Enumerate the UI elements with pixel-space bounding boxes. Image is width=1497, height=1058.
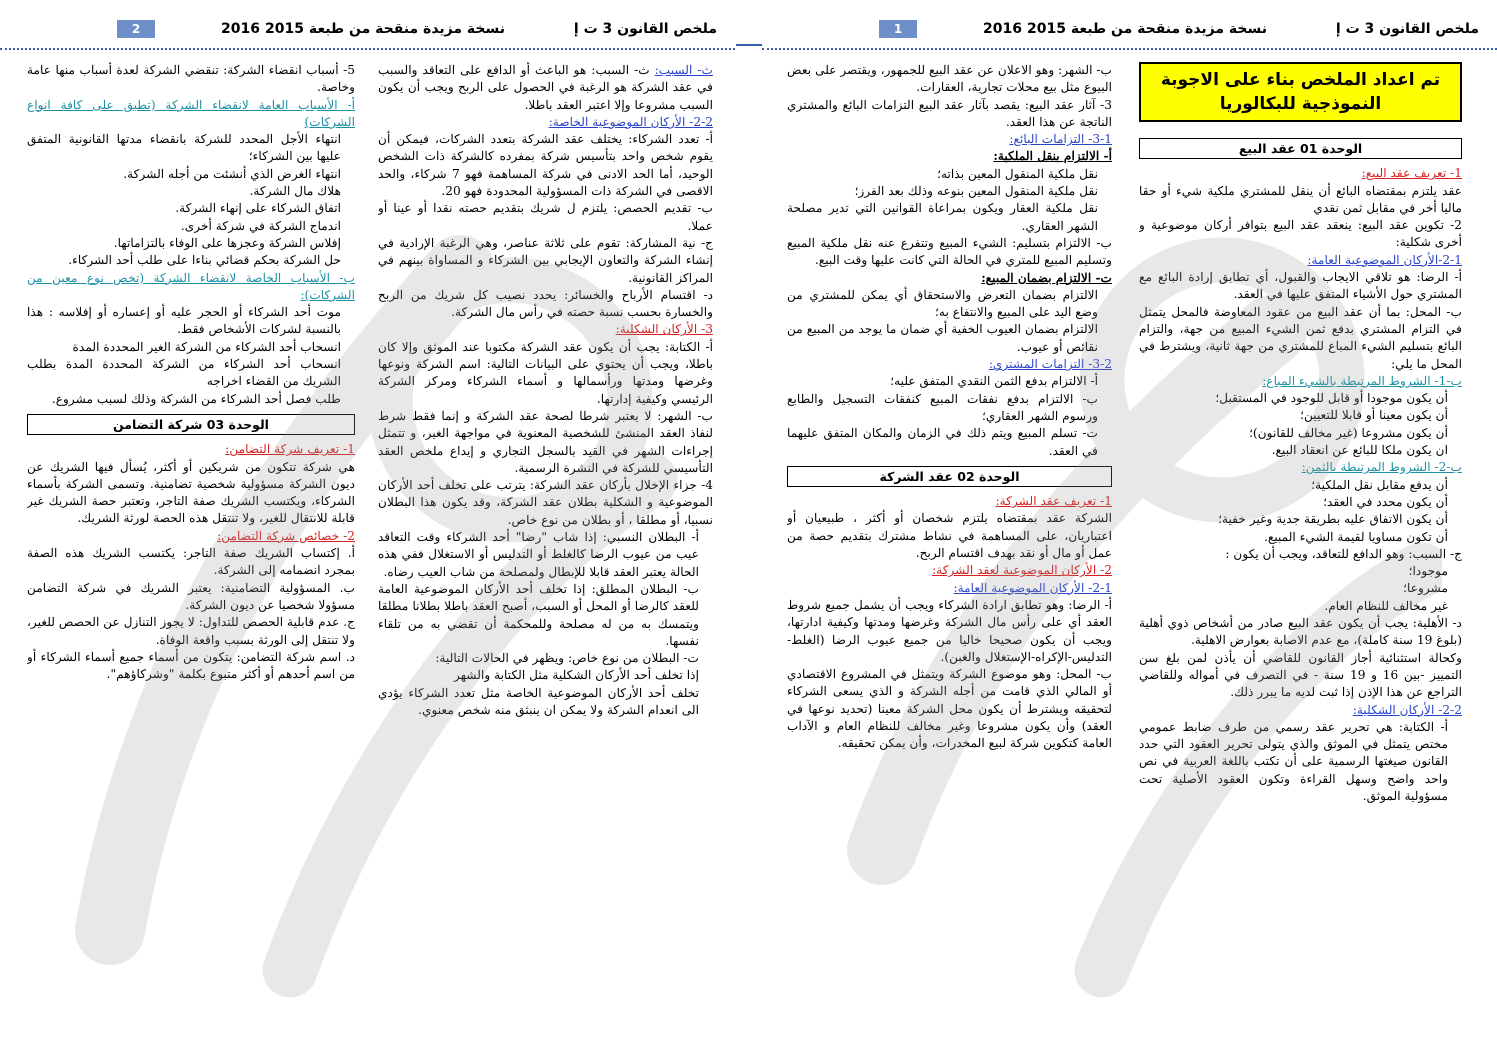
section-heading: ب- الأسباب الخاصة لانقضاء الشركة (تخص نوع معين من الشركات): [27, 270, 355, 302]
column-3 [378, 62, 713, 1052]
col3-line: ث- السبب: هو الباعث أو الدافع على التعاقد والسبب في عقد الشركة هو الرغبة في الحصول على الربح ويجب أن يكون السبب مشروعا وإلا اعتبر العقد باطلا. [378, 63, 713, 112]
text-block: ب- تقديم الحصص: يلتزم ل شريك بتقديم حصته نقدا أو عينا أو عملا. [378, 201, 713, 233]
list-item: انتهاء الغرض الذي أنشئت من أجله الشركة. [123, 166, 341, 181]
section-heading: 2- الأركان الموضوعية لعقد الشركة: [932, 563, 1112, 578]
text-block: 2- تكوين عقد البيع: ينعقد عقد البيع بتوافر أركان موضوعية و أخرى شكلية: [1139, 218, 1462, 250]
list-item: مشروعا؛ [1403, 581, 1448, 596]
unit3-box: الوحدة 03 شركة التضامن [27, 414, 355, 435]
list-item: طلب فصل أحد الشركاء من الشركة وذلك لسبب مشروع. [51, 391, 341, 406]
header-edition: نسخة مزيدة منقحة من طبعة 2015 [1026, 21, 1267, 37]
header-rule [0, 48, 735, 50]
intro-banner: تم اعداد الملخص بناء على الاجوبة النموذجية للبكالوريا [1139, 62, 1462, 122]
text-block: أ- البطلان النسبي: إذا شاب "رضا" أحد الشركاء وقت التعاقد عيب من عيوب الرضا كالغلط أو التدليس أو الاستغلال ففي هذه الحالة يعتبر العقد قابلا للإبطال ولمصلحة من شاب العيب رضاه. [378, 530, 699, 579]
header-year: 2016 [221, 21, 260, 37]
text-block: 5- أسباب انقضاء الشركة: تنقضي الشركة لعدة أسباب منها عامة وخاصة. [27, 63, 355, 95]
list-item: أن يكون موجودا أو قابل للوجود في المستقبل؛ [1215, 391, 1448, 406]
text-block: ب- الشهر: لا يعتبر شرطا لصحة عقد الشركة و إنما فقط شرط لنفاذ العقد المنشئ للشخصية المعنوية في مواجهة الغير، و تتمثل إجراءات الشهر في القيد بالسجل التجاري و إيداع ملخص العقد التأسيسي للشركة في النشرة الرسمية. [378, 408, 713, 475]
text-block: أ- الرضا: وهو تطابق ارادة الشركاء ويجب أن يشمل جميع شروط العقد أي على رأس مال الشركة وغرضها ومدتها وكيفية ادارتها، ويجب أن يكون صحيحا خاليا من جميع عيوب الرضا (الغلط-التدليس-الإكراه-الإستغلال والغبن). [787, 597, 1112, 664]
page-divider [736, 44, 762, 46]
subsection-heading: ت- الالتزام بضمان المبيع: [981, 270, 1112, 285]
text-block: أ- الكتابة: يجب أن يكون عقد الشركة مكتوبا عند الموثق وإلا كان باطلا، ويجب أن يحتوي على البيانات التالية: اسم الشركة ونوعها وغرضها ومدتها ورأسمالها و أسماء الشركاء ومركز الشركة الرئيسي وكيفية إدارتها. [378, 339, 713, 406]
list-item: أ. إكتساب الشريك صفة التاجر: يكتسب الشريك هذه الصفة بمجرد انضمامه إلى الشركة. [27, 546, 355, 578]
header-title: ملخص القانون 3 ت إ [573, 21, 717, 37]
text-block: ت- البطلان من نوع خاص: ويظهر في الحالات التالية: [435, 651, 699, 666]
section-heading: 1- تعريف عقد الشركة: [995, 494, 1112, 509]
text-block: 3- آثار عقد البيع: يقصد بآثار عقد البيع التزامات البائع والمشتري الناتجة عن هذا العقد. [787, 97, 1112, 129]
list-item: اندماج الشركة في شركة أخرى. [180, 218, 341, 233]
list-item: ان يكون ملكا للبائع عن انعقاد البيع. [1271, 443, 1448, 458]
text-block: 4- جزاء الإخلال بأركان عقد الشركة: يترتب على تخلف أحد الأركان الموضوعية و الشكلية بطلان عقد الشركة، وقد يكون هذا البطلان نسبيا، أو مطلقا ، أو بطلان من نوع خاص. [378, 478, 713, 527]
text-block: ج- نية المشاركة: تقوم على ثلاثة عناصر، وهي الرغبة الإرادية في إنشاء الشركة والتعاون الإيجابي بين الشركاء و المساواة بينهم في المراكز القانونية. [378, 235, 713, 285]
list-item: إذا تخلف أحد الأركان الشكلية مثل الكتابة والشهر [454, 668, 699, 683]
list-item: اتفاق الشركاء على إنهاء الشركة. [175, 201, 341, 216]
list-item: ب- الالتزام بدفع نفقات المبيع كنفقات التسجيل والطابع ورسوم الشهر العقاري؛ [787, 391, 1098, 423]
list-item: الالتزام بضمان العيوب الخفية أي ضمان ما يوجد من المبيع من نقائص أو عيوب. [787, 322, 1098, 354]
unit2-box: الوحدة 02 عقد الشركة [787, 466, 1112, 487]
page-number: 2 [117, 20, 155, 38]
section-heading: 3- الأركان الشكلية: [615, 322, 713, 337]
list-item: انسحاب أحد الشركاء من الشركة المحددة المدة بطلب الشريك من القضاء اخراجه [27, 357, 341, 389]
list-item: موجودا؛ [1408, 564, 1448, 579]
text-block: أ- الرضا: هو تلاقي الايجاب والقبول، أي تطابق إرادة البائع مع المشتري حول الأشياء المتفق عليها في العقد. [1139, 270, 1462, 302]
section-heading: 1- تعريف شركة التضامن: [225, 442, 355, 457]
text-block: ب- المحل: بما أن عقد البيع من عقود المعاوضة فالمحل يتمثل في التزام المشتري بدفع ثمن الشيء المبيع من جهة، والتزام البائع بتسليم الشيء المباع للمشتري من جهة ثانية، ويشترط في المحل ما يلي: [1139, 304, 1462, 371]
text-block: ث- السبب: ث- السبب: هو الباعث أو الدافع على التعاقد والسبب في عقد الشركة هو الرغبة في الحصول على الربح ويجب أن يكون السبب مشروعا وإلا اعتبر العقد باطلا. [378, 63, 713, 112]
list-item: موت أحد الشركاء أو الحجر عليه أو إعساره أو إفلاسه : هذا بالنسبة لشركات الأشخاص فقط. [27, 305, 341, 337]
list-item: أن يكون مشروعا (غير مخالف للقانون)؛ [1249, 425, 1448, 440]
text-block: عقد يلتزم بمقتضاه البائع أن ينقل للمشتري ملكية شيء أو حقا ماليا أخر في مقابل ثمن نقدي [1139, 183, 1462, 215]
page-number: 1 [879, 20, 917, 38]
list-item: الالتزام بضمان التعرض والاستحقاق أي يمكن للمشتري من وضع اليد على المبيع والانتفاع به؛ [787, 287, 1098, 320]
section-heading: 2-2- الأركان الشكلية: [1352, 702, 1462, 717]
header-rule [762, 48, 1497, 50]
list-item: أن تكون مساويا لقيمة الشيء المبيع. [1263, 529, 1448, 544]
list-item: انسحاب أحد الشركاء من الشركة الغير المحددة المدة [72, 339, 341, 354]
list-item: ج. عدم قابلية الحصص للتداول: لا يجوز التنازل عن الحصص للغير، ولا تنتقل إلى الورثة بسبب واقعة الوفاة. [27, 615, 355, 647]
page-2 [0, 0, 735, 1058]
list-item: د. اسم شركة التضامن: يتكون من أسماء جميع أسماء الشركاء أو من اسم أحدهم أو أكثر متبوع بكلمة "وشركاؤهم". [27, 649, 355, 682]
column-2 [787, 62, 1112, 1052]
list-item: غير مخالف للنظام العام. [1324, 598, 1448, 613]
text-block: أ- الكتابة: هي تحرير عقد رسمي من طرف ضابط عمومي مختص يتمثل في الموثق والذي يتولى تحرير العقود التي حدد القانون صيغتها الرسمية على أن تكتب باللغة العربية في نص واحد واضح وسهل القراءة وتكون العقود الأصلية تحت مسؤولية الموثق. [1139, 719, 1448, 803]
section-heading: 3-1- التزامات البائع: [1009, 132, 1112, 147]
unit1-box: الوحدة 01 عقد البيع [1139, 138, 1462, 159]
section-heading: 1- تعريف عقد البيع: [1361, 166, 1462, 181]
column-4 [27, 62, 355, 1052]
list-item: ت- تسلم المبيع ويتم ذلك في الزمان والمكان المتفق عليهما في العقد. [787, 426, 1098, 458]
section-heading: 2-1-الأركان الموضوعية العامة: [1307, 252, 1462, 267]
text-block: ب- الالتزام بتسليم: الشيء المبيع وتتفرع عنه نقل ملكية المبيع وتسليم المبيع للمتري في الحالة التي كانت عليها وقت البيع. [787, 235, 1112, 268]
text-block: د- اقتسام الأرباح والخسائر: يحدد نصيب كل شريك من الربح والخسارة بحسب نسبة حصته في رأس مال الشركة. [378, 287, 713, 320]
text-block: ب- المحل: وهو موضوع الشركة ويتمثل في المشروع الاقتصادي أو المالي الذي قامت من أجله الشركة و الذي يسعى الشركاء لتحقيقه ويشترط أن يكون محل الشركة معينا (تحديد نوعها في العقد) وأن يكون مشروعا وغير مخالف للنظام العام و الآداب العامة كتكوين شركة لبيع المخدرات، وأن يمكن تحقيقه. [787, 667, 1112, 751]
list-item: هلاك مال الشركة. [249, 184, 341, 199]
section-heading: 2-1- الأركان الموضوعية العامة: [953, 580, 1112, 595]
list-item: تخلف أحد الأركان الموضوعية الخاصة مثل تعدد الشركاء يؤدي الى انعدام الشركة ولا يمكن ان ينبثق منه شخص معنوي. [378, 685, 699, 717]
header-title: ملخص القانون 3 ت إ [1335, 21, 1479, 37]
list-item: انتهاء الأجل المحدد للشركة بانقضاء مدتها القانونية المتفق عليها بين الشركاء؛ [27, 132, 341, 164]
section-heading: ب-2- الشروط المرتبطة بالثمن: [1301, 460, 1462, 475]
section-heading: ب-1- الشروط المرتبطة بالشيء المباع: [1262, 373, 1462, 388]
column-1 [1139, 62, 1462, 1052]
header-edition: نسخة مزيدة منقحة من طبعة 2015 [264, 21, 505, 37]
page-header [762, 18, 1497, 44]
list-item: أن يدفع مقابل نقل الملكية؛ [1311, 477, 1448, 492]
text-block: ج- السبب: وهو الدافع للتعاقد، ويجب أن يكون : [1225, 546, 1462, 561]
section-heading: 2- خصائص شركة التضامن: [217, 528, 355, 543]
list-item: أن يكون الاتفاق عليه بطريقة جدية وغير خفية؛ [1218, 512, 1448, 527]
text-block: وكحالة استثنائية أجاز القانون للقاضي أن يأذن لمن بلغ سن التمييز -بين 16 و 19 سنة - في التصرف في أمواله وللقاضي التراجع عن هذا الإذن إذا ثبت لديه ما يبرر ذلك. [1139, 650, 1462, 700]
text-block: د- الأهلية: يجب أن يكون عقد البيع صادر من أشخاص ذوي أهلية (بلوغ 19 سنة كاملة)، مع عدم الاصابة بعوارض الاهلية. [1139, 616, 1462, 648]
list-item: أن يكون معينا أو قابلا للتعيين؛ [1300, 408, 1448, 423]
list-item: ب. المسؤولية التضامنية: يعتبر الشريك في شركة التضامن مسؤولا شخصيا عن ديون الشركة. [27, 580, 355, 612]
text-block: أ- تعدد الشركاء: يختلف عقد الشركة بتعدد الشركات، فيمكن أن يقوم شخص واحد بتأسيس شركة بمفرده كالشركة ذات الشخص الوحيد، أما الحد الادنى في شركة المساهمة فهو 7 شركاء، والحد الاقصى في الشركة ذات المسؤولية المحدودة فهو 20. [378, 132, 713, 199]
text-block: هي شركة تتكون من شريكين أو أكثر، يُسأل فيها الشريك عن ديون الشركة مسؤولية شخصية تضامنية. وتسمى الشركة بأسماء الشركاء، ويكتسب الشريك صفة التاجر، وتعتبر حصة الشريك غير قابلة للانتقال للغير، ولا تنتقل هذه الحصة لورثة الشريك. [27, 459, 355, 526]
text-block: ب- الشهر: وهو الاعلان عن عقد البيع للجمهور، ويقتصر على بعض البيوع مثل بيع محلات تجارية، العقارات. [787, 63, 1112, 95]
text-block: ب- البطلان المطلق: إذا تخلف أحد الأركان الموضوعية العامة للعقد كالرضا أو المحل أو السبب، أصبح العقد باطلا بطلانا مطلقا ويتمسك به من له مصلحة وللمحكمة أن تقضي به من تلقاء نفسها. [378, 581, 699, 648]
header-year: 2016 [983, 21, 1022, 37]
list-item: أ- الالتزام بدفع الثمن النقدي المتفق عليه؛ [890, 374, 1098, 389]
list-item: نقل ملكية المنقول المعين بذاته؛ [937, 166, 1098, 181]
list-item: نقل ملكية العقار ويكون بمراعاة القوانين التي تدير مصلحة الشهر العقاري. [787, 201, 1098, 233]
list-item: نقل ملكية المنقول المعين بنوعه وذلك بعد الفرز؛ [854, 184, 1098, 199]
list-item: حل الشركة بحكم قضائي بناءا على طلب أحد الشركاء. [68, 253, 341, 268]
section-heading: 3-2- التزامات المشتري: [988, 357, 1112, 372]
list-item: أن يكون محدد في العقد؛ [1323, 494, 1448, 509]
subsection-heading: أ- الالتزام بنقل الملكية: [993, 149, 1112, 164]
page-header [0, 18, 735, 44]
page-1 [762, 0, 1497, 1058]
section-heading: 2-2- الأركان الموضوعية الخاصة: [548, 114, 713, 129]
text-block: الشركة عقد بمقتضاه يلتزم شخصان أو أكثر ، طبيعيان أو اعتباريان، على المساهمة في نشاط مشترك بتقديم حصة من عمل أو مال أو نقد بهدف اقتسام الربح. [787, 511, 1112, 561]
list-item: إفلاس الشركة وعجزها على الوفاء بالتزاماتها. [113, 235, 341, 250]
section-heading: أ- الأسباب العامة لانقضاء الشركة (تطبق على كافة انواع الشركات) [27, 97, 355, 129]
